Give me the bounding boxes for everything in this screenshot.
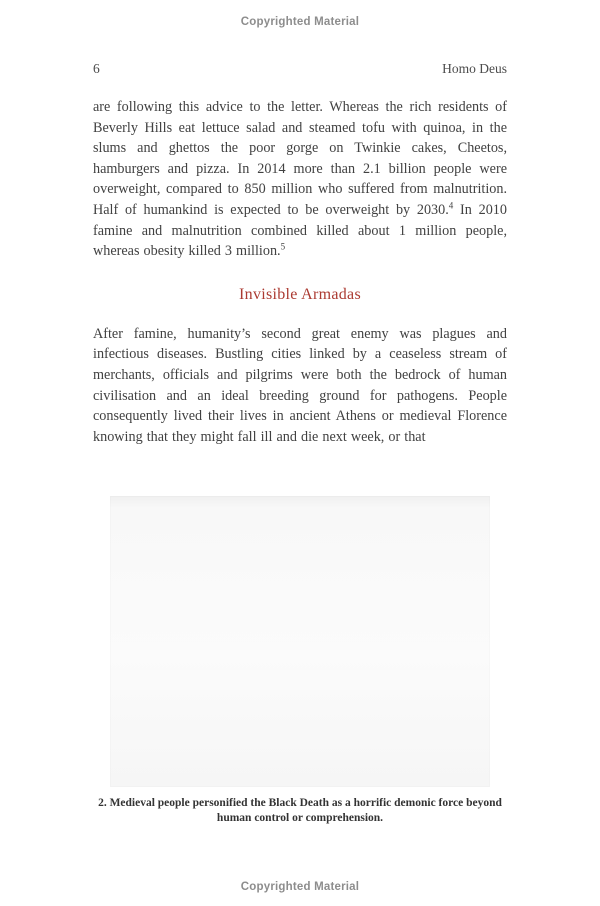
figure-caption: 2. Medieval people personified the Black Death as a horrific demonic force beyond human control or comprehension.: [98, 797, 502, 824]
figure-black-death-image: [110, 496, 490, 787]
paragraph-famine-obesity: [93, 97, 507, 262]
copyright-banner-bottom: Copyrighted Material: [240, 881, 360, 893]
running-title: Homo Deus: [442, 61, 507, 76]
paragraph-text: are following this advice to the letter. Whereas the rich residents of Beverly Hills eat lettuce salad and steamed tofu with quinoa, in the slums and ghettos the poor gorge on Twinkie cakes, Cheetos, hamburgers and pizza. In 2014 more than 2.1 billion people were overweight, compared to 850 million who suffered from malnutrition. Half of humankind is expected to be overweight by 2030.: [93, 99, 507, 218]
page-number: 6: [93, 61, 100, 76]
running-head: [93, 61, 507, 77]
footnote-marker-4: 4: [448, 200, 454, 211]
footnote-marker-5: 5: [280, 241, 286, 252]
paragraph-text: In 2010 famine and malnutrition combined killed about 1 million people, whereas obesity killed 3 million.: [93, 201, 507, 260]
paragraph-plagues: After famine, humanity’s second great enemy was plagues and infectious diseases. Bustling cities linked by a ceaseless stream of merchants, officials and pilgrims were both the bedrock of human civilisation and an ideal breeding ground for pathogens. People consequently lived their lives in ancient Athens or medieval Florence knowing that they might fall ill and die next week, or that: [93, 325, 507, 445]
section-heading: Invisible Armadas: [239, 285, 361, 303]
copyright-banner-top: Copyrighted Material: [240, 16, 360, 28]
